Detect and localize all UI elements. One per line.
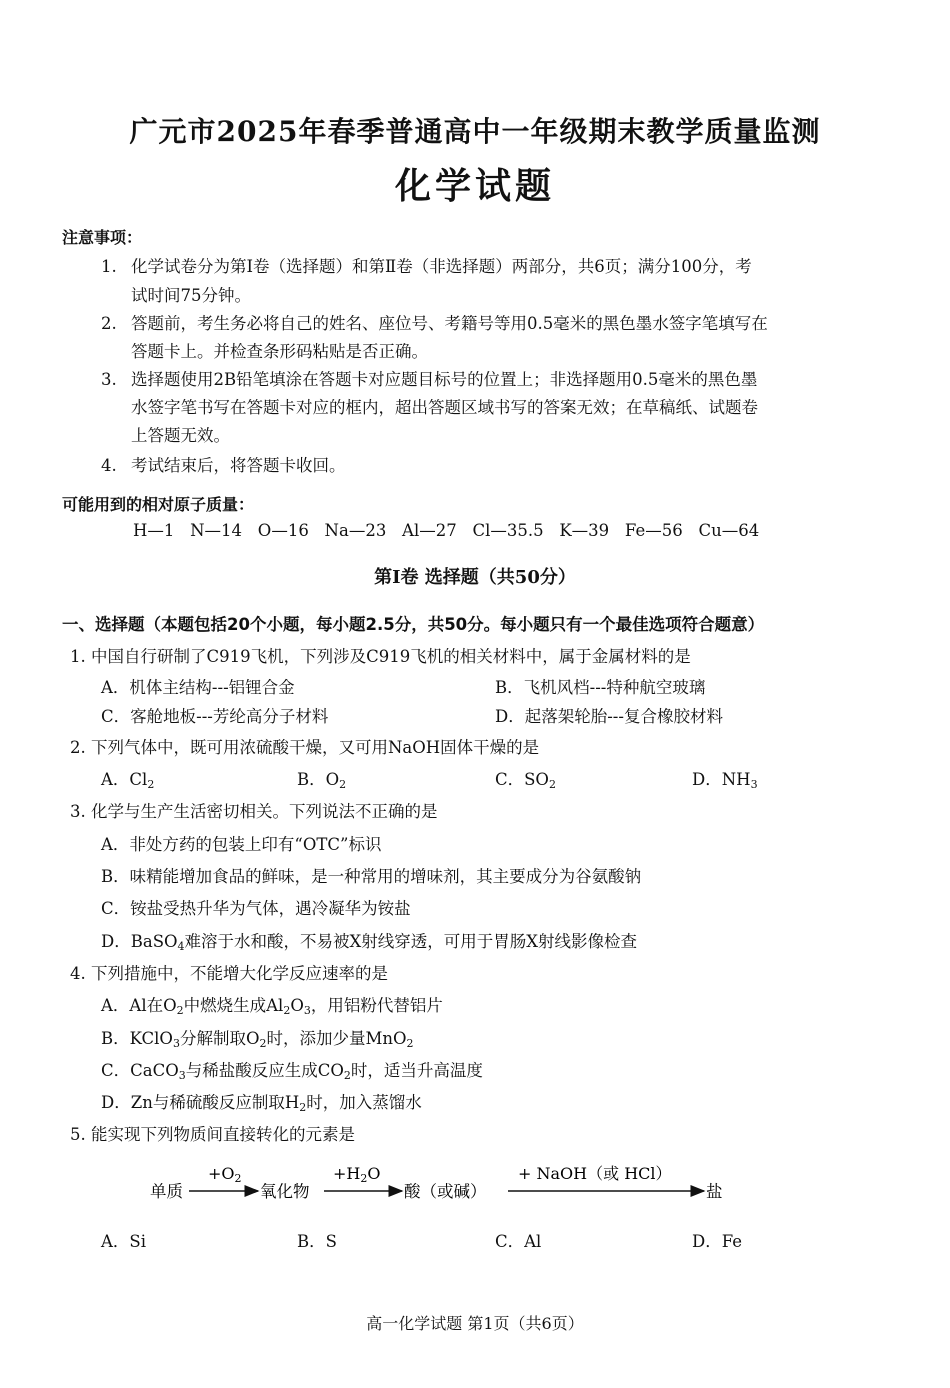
page-footer: 高一化学试题 第1页（共6页）	[366, 1314, 584, 1333]
q1-stem: 1. 中国自行研制了C919飞机，下列涉及C919飞机的相关材料中，属于金属材料的是	[70, 647, 691, 666]
note-text: 化学试卷分为第Ⅰ卷（选择题）和第Ⅱ卷（非选择题）两部分，共6页；满分100分，考	[131, 257, 752, 276]
text: A．Cl	[101, 770, 148, 789]
note-text: 考试结束后，将答题卡收回。	[131, 456, 346, 475]
exam-subject-title: 化学试题	[394, 165, 555, 207]
text: 与稀盐酸反应生成CO	[185, 1061, 344, 1080]
text: D．NH	[692, 770, 751, 789]
q1-option-a: A．机体主结构---铝锂合金	[101, 678, 295, 697]
text: 时，适当升高温度	[350, 1061, 483, 1080]
reagent-h2o	[333, 1164, 380, 1185]
q1-option-d: D．起落架轮胎---复合橡胶材料	[495, 707, 723, 726]
subscript: 2	[283, 1004, 291, 1017]
text: 中燃烧生成Al	[183, 996, 284, 1015]
subscript: 3	[750, 778, 758, 791]
note-number: 2.	[101, 314, 117, 333]
subscript: 2	[406, 1037, 414, 1050]
text: B．KClO	[101, 1029, 173, 1048]
q3-option-d	[101, 928, 637, 953]
subscript: 2	[343, 1069, 351, 1082]
note-number: 3.	[101, 370, 117, 389]
text: C．CaCO	[101, 1061, 179, 1080]
note-item-3	[101, 366, 757, 390]
subscript: 2	[299, 1101, 307, 1114]
exam-header-title: 广元市2025年春季普通高中一年级期末教学质量监测	[129, 115, 821, 148]
q5-option-c: C．Al	[495, 1232, 542, 1251]
q4-stem: 4. 下列措施中，不能增大化学反应速率的是	[70, 964, 388, 983]
text: O	[290, 996, 304, 1015]
text: D．Zn与稀硫酸反应制取H	[101, 1093, 300, 1112]
q3-stem: 3. 化学与生产生活密切相关。下列说法不正确的是	[70, 802, 438, 821]
text: ，用铝粉代替铝片	[310, 996, 443, 1015]
subscript: 2	[548, 778, 556, 791]
q3-option-a: A．非处方药的包装上印有“OTC”标识	[101, 835, 382, 854]
note-item-4	[101, 452, 346, 476]
text: +O	[208, 1164, 235, 1183]
q2-stem: 2. 下列气体中，既可用浓硫酸干燥，又可用NaOH固体干燥的是	[70, 738, 540, 757]
node-salt: 盐	[706, 1182, 723, 1201]
text: +H	[333, 1164, 361, 1183]
q5-option-d: D．Fe	[692, 1232, 743, 1251]
text: 难溶于水和酸，不易被X射线穿透，可用于胃肠X射线影像检查	[184, 932, 638, 951]
text: 时，添加少量MnO	[266, 1029, 407, 1048]
text: O	[367, 1164, 381, 1183]
q5-option-a: A．Si	[101, 1232, 146, 1251]
text: A．Al在O	[101, 996, 177, 1015]
q2-option-a	[101, 766, 154, 791]
subscript: 3	[178, 1069, 186, 1082]
text: 时，加入蒸馏水	[306, 1093, 422, 1112]
note-text: 答题前，考生务必将自己的姓名、座位号、考籍号等用0.5毫米的黑色墨水签字笔填写在	[131, 314, 768, 333]
note-item-2	[101, 310, 768, 334]
conversion-scheme	[140, 1155, 740, 1207]
node-oxide: 氧化物	[260, 1182, 310, 1201]
q3-option-c: C．铵盐受热升华为气体，遇冷凝华为铵盐	[101, 899, 411, 918]
reagent-naoh-hcl: + NaOH（或 HCl）	[518, 1164, 672, 1183]
text: 分解制取O	[179, 1029, 260, 1048]
q2-option-c	[495, 766, 556, 791]
note-item-1	[101, 253, 752, 277]
note-item-3-line2: 水签字笔书写在答题卡对应的框内，超出答题区域书写的答案无效；在草稿纸、试题卷	[131, 398, 758, 417]
subscript: 2	[259, 1037, 267, 1050]
q4-option-b	[101, 1025, 414, 1050]
note-number: 1.	[101, 257, 117, 276]
text: D．BaSO	[101, 932, 178, 951]
note-number: 4.	[101, 456, 117, 475]
node-acid-or-base: 酸（或碱）	[404, 1182, 487, 1201]
q2-option-b	[297, 766, 346, 791]
q1-option-c: C．客舱地板---芳纶高分子材料	[101, 707, 329, 726]
atomic-mass-heading: 可能用到的相对原子质量：	[62, 495, 255, 514]
subscript: 4	[177, 940, 185, 953]
node-element: 单质	[150, 1182, 183, 1201]
q4-option-a	[101, 992, 443, 1017]
note-item-3-line3: 上答题无效。	[131, 426, 230, 445]
section1-heading: 一、选择题（本题包括20个小题，每小题2.5分，共50分。每小题只有一个最佳选项符合题意）	[62, 615, 765, 634]
part1-title: 第Ⅰ卷 选择题（共50分）	[374, 567, 576, 588]
subscript: 2	[339, 778, 347, 791]
subscript: 2	[147, 778, 155, 791]
subscript: 3	[303, 1004, 311, 1017]
note-item-2-line2: 答题卡上。并检查条形码粘贴是否正确。	[131, 342, 428, 361]
reagent-o2	[208, 1164, 242, 1185]
q3-option-b: B．味精能增加食品的鲜味，是一种常用的增味剂，其主要成分为谷氨酸钠	[101, 867, 642, 886]
atomic-mass-values: H—1 N—14 O—16 Na—23 Al—27 Cl—35.5 K—39 Fe—56 Cu—64	[133, 521, 760, 540]
note-item-1-line2: 试时间75分钟。	[131, 286, 251, 305]
q4-option-d	[101, 1089, 422, 1114]
subscript: 2	[360, 1172, 368, 1185]
text: C．SO	[495, 770, 549, 789]
subscript: 2	[176, 1004, 184, 1017]
text: B．O	[297, 770, 340, 789]
q2-option-d	[692, 766, 758, 791]
notes-heading: 注意事项：	[62, 228, 143, 247]
subscript: 2	[234, 1172, 242, 1185]
q1-option-b: B．飞机风档---特种航空玻璃	[495, 678, 706, 697]
subscript: 3	[172, 1037, 180, 1050]
q5-option-b: B．S	[297, 1232, 337, 1251]
q5-stem: 5. 能实现下列物质间直接转化的元素是	[70, 1125, 355, 1144]
q4-option-c	[101, 1057, 483, 1082]
note-text: 选择题使用2B铅笔填涂在答题卡对应题目标号的位置上；非选择题用0.5毫米的黑色墨	[131, 370, 758, 389]
